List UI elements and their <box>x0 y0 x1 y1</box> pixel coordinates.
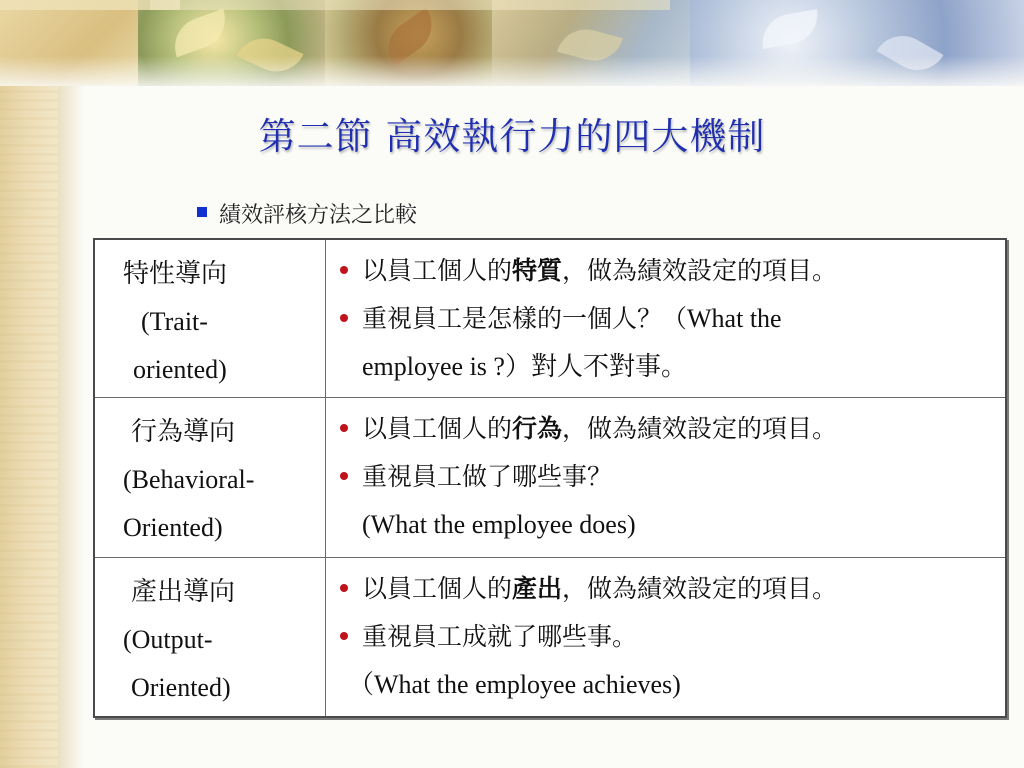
description-line: 重視員工做了哪些事？ <box>340 453 1005 501</box>
category-cell <box>94 397 326 557</box>
keyword: 特質 <box>512 256 563 285</box>
description-line: (What the employee does) <box>362 509 636 539</box>
round-bullet-icon <box>340 632 348 640</box>
description-cell <box>326 239 1007 397</box>
description-line: 以員工個人的行為，做為績效設定的項目。 <box>340 405 1005 453</box>
description-cell <box>326 397 1007 557</box>
round-bullet-icon <box>340 314 348 322</box>
category-en-line1: (Output- <box>123 624 213 654</box>
description-line: employee is ?）對人不對事。 <box>362 352 687 381</box>
category-zh: 特性導向 <box>123 259 228 289</box>
slide-title: 第二節 高效執行力的四大機制 <box>258 115 766 158</box>
round-bullet-icon <box>340 472 348 480</box>
category-en-line2: Oriented) <box>131 672 231 702</box>
round-bullet-icon <box>340 266 348 274</box>
subtitle-text: 績效評核方法之比較 <box>219 203 418 228</box>
round-bullet-icon <box>340 584 348 592</box>
description-line: （What the employee achieves) <box>348 669 681 699</box>
square-bullet-icon <box>197 207 207 217</box>
keyword: 行為 <box>512 413 563 443</box>
table-row <box>94 397 1006 557</box>
category-en-line2: Oriented) <box>123 512 223 542</box>
table-row <box>94 239 1006 397</box>
round-bullet-icon <box>340 424 348 432</box>
category-en-line1: (Behavioral- <box>123 464 255 494</box>
category-en-line2: oriented) <box>133 355 227 384</box>
category-cell <box>94 557 326 717</box>
table-row <box>94 557 1006 717</box>
comparison-table <box>93 238 1007 718</box>
category-zh: 行為導向 <box>131 416 236 447</box>
description-line: 重視員工是怎樣的一個人？（What the <box>340 295 1005 343</box>
keyword: 產出 <box>512 573 563 603</box>
category-cell <box>94 239 326 397</box>
description-line: 以員工個人的特質，做為績效設定的項目。 <box>340 247 1005 295</box>
subtitle-item <box>197 198 417 229</box>
description-cell <box>326 557 1007 717</box>
description-line: 以員工個人的產出，做為績效設定的項目。 <box>340 565 1005 613</box>
category-zh: 產出導向 <box>131 576 236 607</box>
top-decorative-banner <box>0 0 1024 86</box>
description-line: 重視員工成就了哪些事。 <box>340 613 1005 661</box>
category-en-line1: (Trait- <box>141 307 208 336</box>
